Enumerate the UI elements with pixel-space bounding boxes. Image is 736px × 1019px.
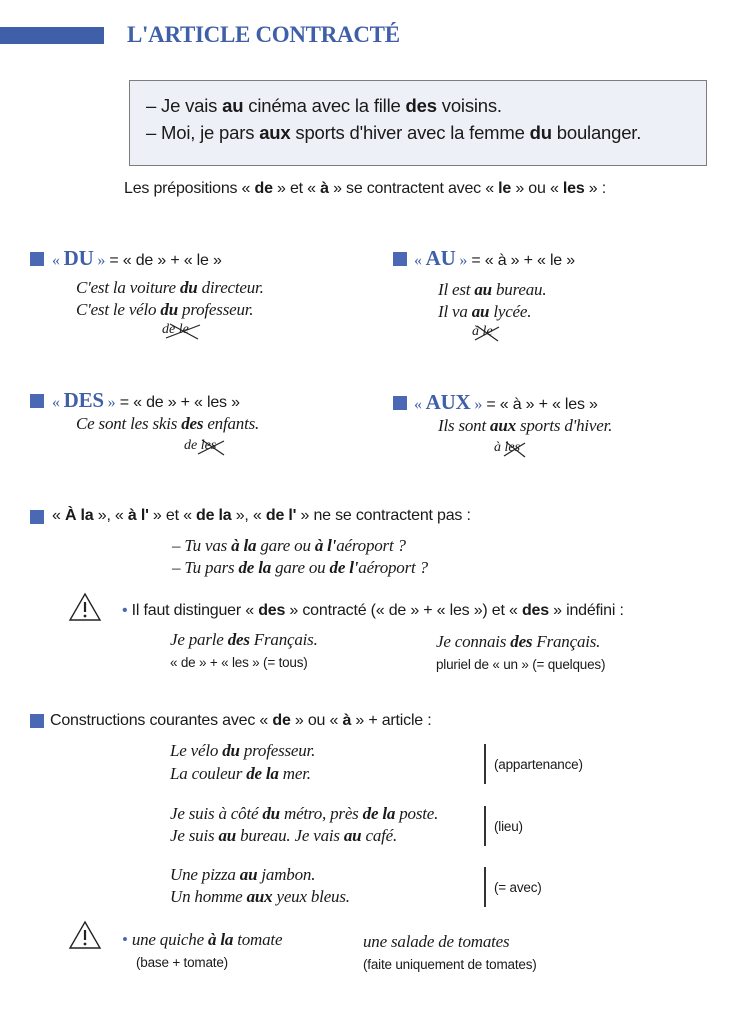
construction-g1-line1: Le vélo du professeur.: [170, 741, 316, 760]
example-line-2: – Moi, je pars aux sports d'hiver avec la femme du boulanger.: [146, 122, 642, 143]
warning1-left-example: Je parle des Français.: [170, 630, 318, 649]
constructions-heading: Constructions courantes avec « de » ou « à » + article :: [50, 712, 432, 729]
du-heading: « DU » = « de » + « le »: [52, 246, 222, 270]
construction-g3-line2: Un homme aux yeux bleus.: [170, 887, 350, 906]
aux-example-1: Ils sont aux sports d'hiver.: [438, 416, 613, 435]
section-square-icon: [30, 510, 44, 524]
du-example-1: C'est la voiture du directeur.: [76, 278, 264, 297]
warning1-right-example: Je connais des Français.: [436, 632, 601, 651]
du-crossed-out: de le: [162, 322, 204, 342]
section-square-icon: [30, 714, 44, 728]
cross-out-icon: [184, 438, 228, 458]
au-example-2: Il va au lycée.: [438, 302, 532, 321]
no-contraction-heading: « À la », « à l' » et « de la », « de l' » ne se contractent pas :: [52, 507, 471, 524]
construction-g2-label: (lieu): [494, 819, 523, 834]
construction-g1-line2: La couleur de la mer.: [170, 764, 311, 783]
warning2-right-note: (faite uniquement de tomates): [363, 957, 537, 972]
construction-g2-line2: Je suis au bureau. Je vais au café.: [170, 826, 398, 845]
construction-g3-line1: Une pizza au jambon.: [170, 865, 316, 884]
construction-g2-line1: Je suis à côté du métro, près de la poste.: [170, 804, 439, 823]
warning2-left-note: (base + tomate): [136, 955, 228, 970]
example-line-1: – Je vais au cinéma avec la fille des voisins.: [146, 95, 502, 116]
page-title: L'ARTICLE CONTRACTÉ: [127, 22, 400, 47]
no-contraction-example-2: – Tu pars de la gare ou de l'aéroport ?: [172, 558, 428, 577]
divider: [484, 806, 486, 846]
construction-g3-label: (= avec): [494, 880, 542, 895]
intro-text: Les prépositions « de » et « à » se contractent avec « le » ou « les » :: [124, 180, 606, 197]
du-example-2: C'est le vélo du professeur.: [76, 300, 254, 319]
aux-heading: « AUX » = « à » + « les »: [414, 390, 598, 414]
cross-out-icon: [472, 324, 502, 344]
warning2-right-example: une salade de tomates: [363, 932, 510, 951]
au-heading: « AU » = « à » + « le »: [414, 246, 575, 270]
warning2-left-example: • une quiche à la tomate: [122, 930, 283, 949]
warning-icon: [68, 592, 102, 622]
construction-g1-label: (appartenance): [494, 757, 583, 772]
warning1-text: • Il faut distinguer « des » contracté (« de » + « les ») et « des » indéfini :: [122, 602, 624, 619]
des-heading: « DES » = « de » + « les »: [52, 388, 240, 412]
warning1-left-note: « de » + « les » (= tous): [170, 655, 308, 670]
divider: [484, 867, 486, 907]
no-contraction-example-1: – Tu vas à la gare ou à l'aéroport ?: [172, 536, 406, 555]
divider: [484, 744, 486, 784]
section-square-icon: [30, 252, 44, 266]
section-square-icon: [393, 252, 407, 266]
title-accent-bar: [0, 27, 104, 44]
section-square-icon: [393, 396, 407, 410]
aux-crossed-out: à les: [494, 440, 528, 460]
des-crossed-out: de les: [184, 438, 228, 458]
cross-out-icon: [494, 440, 528, 460]
example-box: [129, 80, 707, 166]
warning-icon: [68, 920, 102, 950]
warning1-right-note: pluriel de « un » (= quelques): [436, 657, 606, 672]
au-crossed-out: à le: [472, 324, 502, 344]
section-square-icon: [30, 394, 44, 408]
des-example-1: Ce sont les skis des enfants.: [76, 414, 260, 433]
au-example-1: Il est au bureau.: [438, 280, 547, 299]
cross-out-icon: [162, 322, 204, 342]
